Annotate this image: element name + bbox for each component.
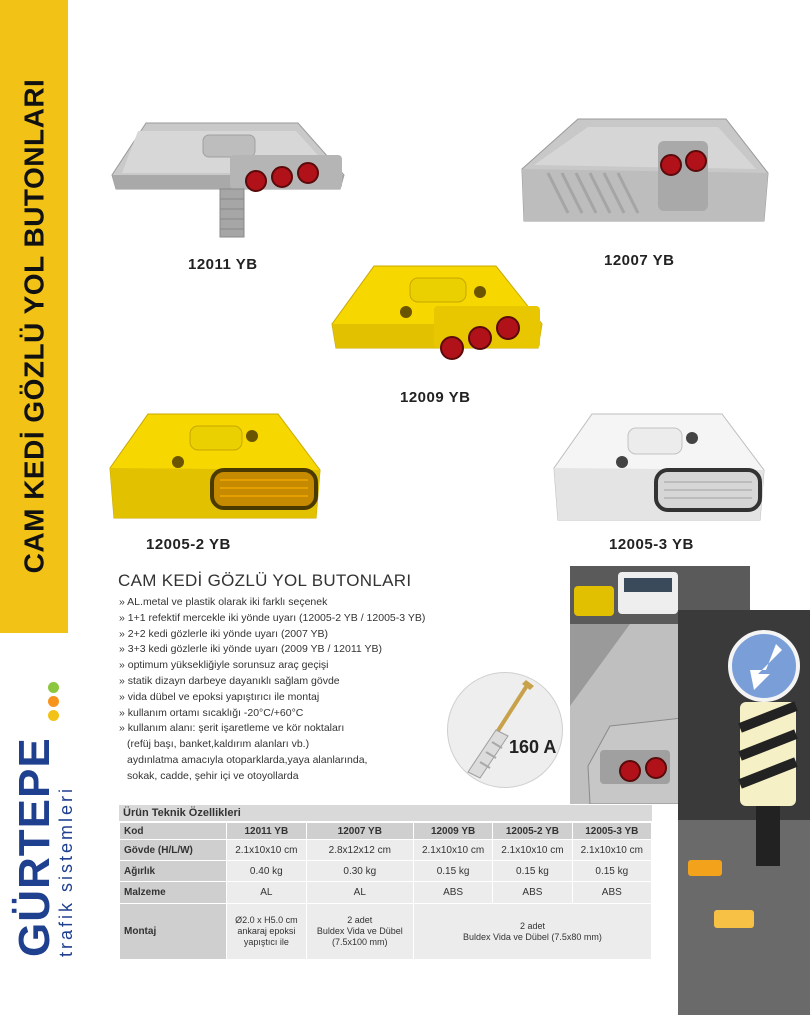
header-cell: 12007 YB <box>306 823 413 840</box>
screw-dowel-image <box>462 680 542 780</box>
table-cell: 0.15 kg <box>572 861 651 882</box>
table-row <box>120 840 652 861</box>
brand-dots <box>48 682 68 722</box>
product-label-12009: 12009 YB <box>400 389 471 406</box>
feature-list <box>119 595 459 785</box>
feature-item: » kullanım alanı: şerit işaretleme ve kör noktaları <box>119 722 345 735</box>
montaj-line: ankaraj epoksi <box>237 926 296 936</box>
brand-dot-yellow <box>48 710 59 721</box>
table-row <box>120 861 652 882</box>
product-image-12011 <box>108 115 348 245</box>
brand-dot-green <box>48 682 59 693</box>
table-cell: ABS <box>413 882 492 904</box>
table-cell: 2.1x10x10 cm <box>413 840 492 861</box>
table-cell: 0.15 kg <box>493 861 572 882</box>
table-cell: 2.1x10x10 cm <box>227 840 307 861</box>
header-cell: 12009 YB <box>413 823 492 840</box>
table-cell: AL <box>227 882 307 904</box>
header-cell: 12005-3 YB <box>572 823 651 840</box>
montaj-line: Buldex Vida ve Dübel (7.5x80 mm) <box>463 931 602 942</box>
row-label: Malzeme <box>120 882 227 904</box>
feature-item: (refüj başı, banket,kaldırım alanları vb.) <box>127 738 310 751</box>
product-label-12005-2: 12005-2 YB <box>146 536 231 553</box>
feature-item: » kullanım ortamı sıcaklığı -20°C/+60°C <box>119 706 304 719</box>
feature-item: aydınlatma amacıyla otoparklarda,yaya alanlarında, <box>127 753 368 766</box>
feature-item: » statik dizayn darbeye dayanıklı sağlam gövde <box>119 674 340 687</box>
specs-table <box>119 822 652 960</box>
feature-item: » 2+2 kedi gözlerle iki yönde uyarı (2007 YB) <box>119 627 329 640</box>
feature-item: » optimum yüksekliğiyle sorunsuz araç geçişi <box>119 659 329 672</box>
table-cell: 2.8x12x12 cm <box>306 840 413 861</box>
table-cell: 2.1x10x10 cm <box>572 840 651 861</box>
table-cell: AL <box>306 882 413 904</box>
table-cell: ABS <box>493 882 572 904</box>
feature-item: » AL.metal ve plastik olarak iki farklı seçenek <box>119 596 328 608</box>
montaj-cell-plastic <box>413 904 651 960</box>
brand-name: GÜRTEPE <box>10 737 59 957</box>
header-cell: Kod <box>120 823 227 840</box>
table-cell: 0.15 kg <box>413 861 492 882</box>
table-row <box>120 882 652 904</box>
row-label: Gövde (H/L/W) <box>120 840 227 861</box>
product-label-12011: 12011 YB <box>188 256 258 273</box>
row-label: Montaj <box>120 904 227 960</box>
product-label-12005-3: 12005-3 YB <box>609 536 694 553</box>
product-label-12007: 12007 YB <box>604 252 675 269</box>
night-photo <box>678 610 810 1015</box>
feature-item: » vida dübel ve epoksi yapıştırıcı ile montaj <box>119 690 320 703</box>
table-cell: 0.30 kg <box>306 861 413 882</box>
feature-item: sokak, cadde, şehir içi ve otoyollarda <box>127 769 299 782</box>
vertical-title-box <box>8 78 60 574</box>
table-header-row <box>120 823 652 840</box>
montaj-line: Ø2.0 x H5.0 cm <box>235 915 298 925</box>
specs-heading: Ürün Teknik Özellikleri <box>119 805 652 821</box>
montaj-line: 2 adet <box>519 920 545 931</box>
product-image-12005-3 <box>552 408 768 528</box>
section-title: CAM KEDİ GÖZLÜ YOL BUTONLARI <box>118 571 412 590</box>
accessory-label: 160 A <box>509 737 557 757</box>
table-cell: 0.40 kg <box>227 861 307 882</box>
vertical-title: CAM KEDİ GÖZLÜ YOL BUTONLARI <box>18 78 49 574</box>
feature-item: » 1+1 refektif mercekle iki yönde uyarı (12005-2 YB / 12005-3 YB) <box>119 611 426 624</box>
montaj-line: Buldex Vida ve Dübel <box>316 926 403 936</box>
montaj-line: 2 adet <box>347 915 373 925</box>
header-cell: 12011 YB <box>227 823 307 840</box>
table-cell: ABS <box>572 882 651 904</box>
product-image-12007 <box>518 113 774 231</box>
montaj-cell-12011 <box>227 904 307 960</box>
brand-tagline: trafik sistemleri <box>56 785 76 957</box>
table-cell: 2.1x10x10 cm <box>493 840 572 861</box>
product-image-12009 <box>330 262 546 380</box>
montaj-line: (7.5x100 mm) <box>332 937 388 947</box>
table-row <box>120 904 652 960</box>
product-image-12005-2 <box>108 408 324 528</box>
montaj-cell-12007 <box>306 904 413 960</box>
brand-dot-orange <box>48 696 59 707</box>
header-cell: 12005-2 YB <box>493 823 572 840</box>
row-label: Ağırlık <box>120 861 227 882</box>
montaj-line: yapıştıcı ile <box>243 937 289 947</box>
feature-item: » 3+3 kedi gözlerle iki yönde uyarı (2009 YB / 12011 YB) <box>119 643 382 656</box>
